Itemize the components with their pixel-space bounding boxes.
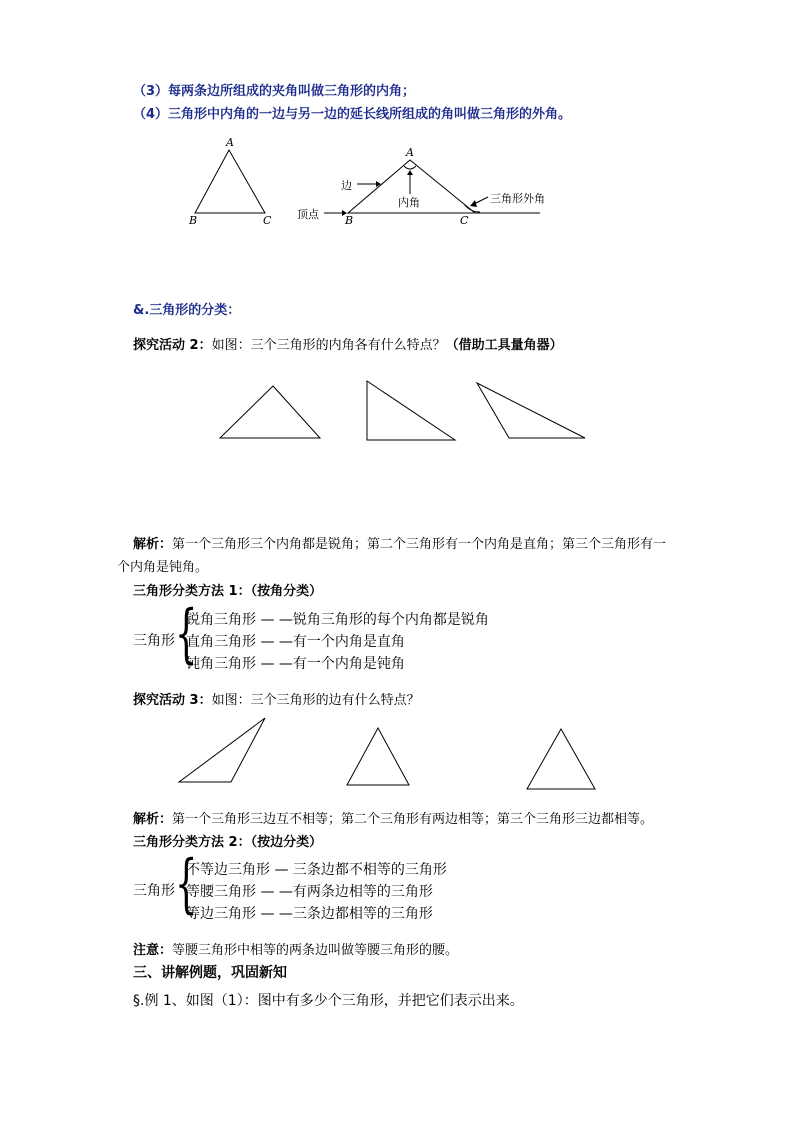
activity-3-text: 如图：三个三角形的边有什么特点？ (211, 693, 420, 708)
method-1-brace: { (175, 597, 198, 671)
analysis-1-text: 第一个三角形三个内角都是锐角；第二个三角形有一个内角是直角；第三个三角形有一 (172, 537, 667, 552)
analysis-2-text: 第一个三角形三边互不相等；第二个三角形有两边相等；第三个三角形三边都相等。 (172, 812, 654, 827)
method-1-item-obtuse: 钝角三角形 — —有一个内角是钝角 (186, 656, 405, 672)
method-2-heading (133, 831, 322, 850)
method-1-item-acute: 锐角三角形 — —锐角三角形的每个内角都是锐角 (186, 612, 489, 628)
method-1-item-right: 直角三角形 — —有一个内角是直角 (186, 634, 405, 650)
section-classification-title: &.三角形的分类： (133, 303, 241, 318)
notice-label: 注意： (133, 943, 173, 958)
method-2-item-equilateral: 等边三角形 — —三条边都相等的三角形 (186, 906, 433, 922)
activity-3-label: 探究活动 3： (133, 693, 212, 708)
method-2-item-scalene: 不等边三角形 — 三条边都不相等的三角形 (186, 862, 447, 878)
vertex-label-c: C (263, 214, 272, 227)
vertex-label-a-right: A (406, 146, 414, 159)
section-3-title: 三、讲解例题，巩固新知 (133, 965, 287, 981)
label-interior-angle: 内角 (398, 196, 420, 209)
method-2-label: 三角形分类方法 2： (133, 835, 251, 850)
vertex-label-a: A (226, 136, 234, 149)
activity-2-text: 如图：三个三角形的内角各有什么特点？ (211, 338, 446, 353)
method-2-brace: { (175, 847, 198, 921)
vertex-label-b: B (189, 214, 198, 227)
method-1-label: 三角形分类方法 1： (133, 584, 251, 599)
analysis-2-label: 解析： (133, 812, 173, 827)
vertex-label-c-right: C (460, 214, 469, 227)
vertex-label-b-right: B (345, 214, 354, 227)
analysis-1-line-2: 个内角是钝角。 (117, 560, 209, 575)
method-2-item-isosceles: 等腰三角形 — —有两条边相等的三角形 (186, 884, 433, 900)
analysis-2 (133, 808, 653, 827)
example-1: §.例 1、如图（1）：图中有多少个三角形，并把它们表示出来。 (133, 993, 524, 1009)
notice (133, 939, 458, 958)
method-1-note: （按角分类） (250, 584, 323, 599)
activity-2-label: 探究活动 2： (133, 338, 212, 353)
activity-2-note: （借助工具量角器） (445, 338, 563, 353)
label-exterior-angle: 三角形外角 (490, 192, 545, 205)
method-2-root: 三角形 (133, 883, 175, 899)
definition-item-3: （3）每两条边所组成的夹角叫做三角形的内角； (133, 84, 416, 99)
notice-text: 等腰三角形中相等的两条边叫做等腰三角形的腰。 (172, 943, 459, 958)
label-side: 边 (341, 179, 352, 192)
method-1-root: 三角形 (133, 633, 175, 649)
definition-item-4: （4）三角形中内角的一边与另一边的延长线所组成的角叫做三角形的外角。 (133, 107, 572, 122)
method-2-note: （按边分类） (250, 835, 323, 850)
label-vertex: 顶点 (297, 208, 319, 221)
analysis-1-label: 解析： (133, 537, 173, 552)
